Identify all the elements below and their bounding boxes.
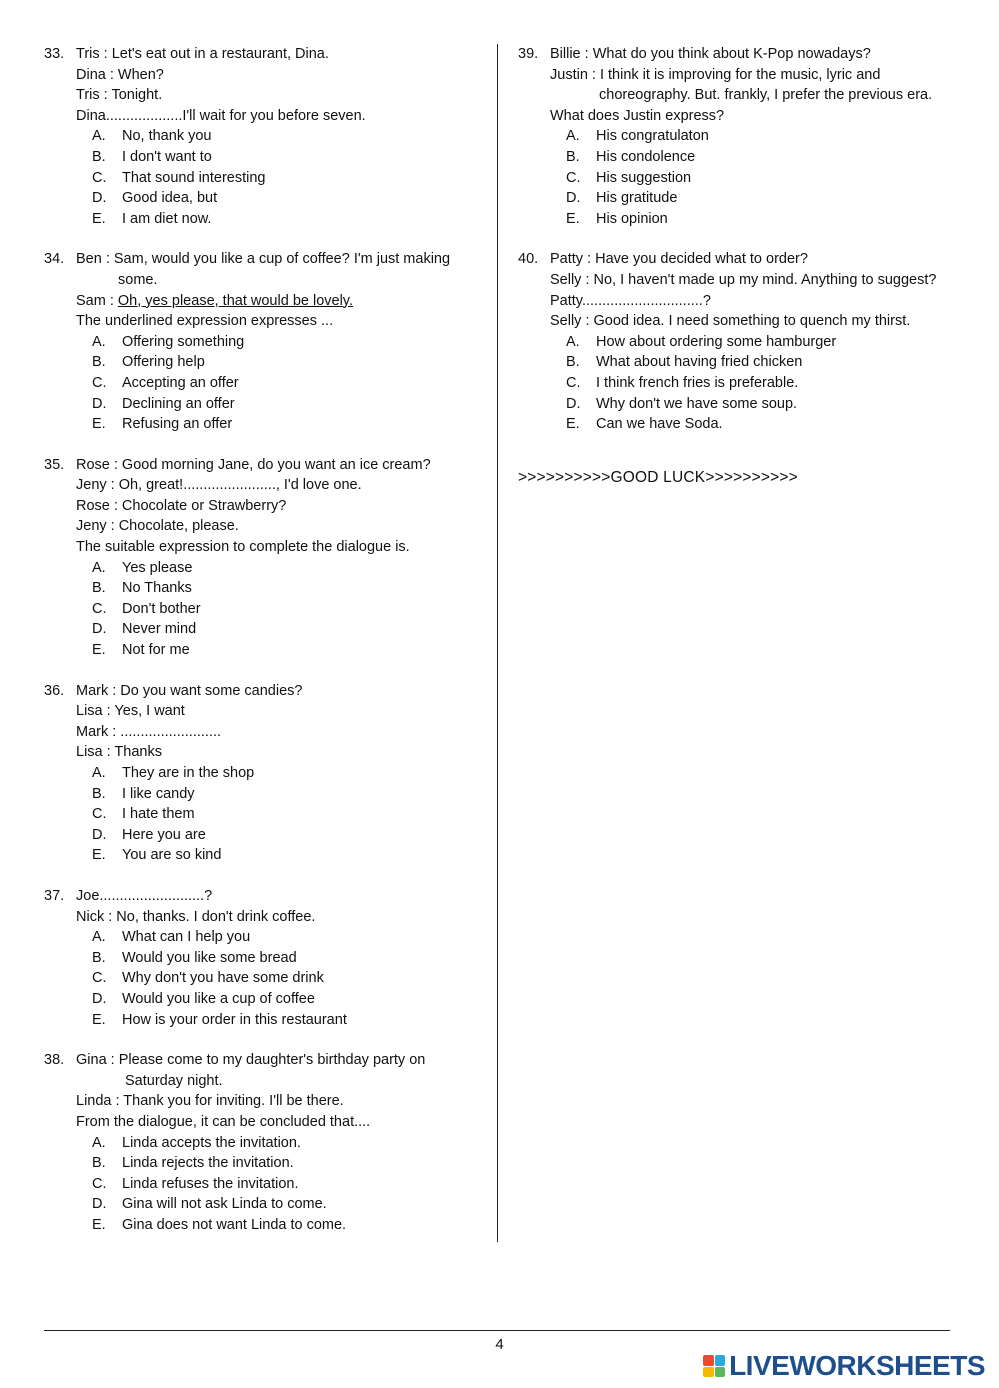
dialogue-text: Patty : Have you decided what to order? — [550, 251, 808, 268]
dialogue-text: Jeny : Chocolate, please. — [76, 518, 239, 535]
option-d[interactable]: D. Never mind — [92, 621, 197, 638]
option-b[interactable]: B. What about having fried chicken — [566, 354, 803, 371]
dialogue-text: When? — [117, 66, 164, 83]
option-d[interactable]: D. Here you are — [92, 826, 206, 843]
question-33: 33. Tris : Let's eat out in a restaurant, Dina. Dina : When? Tris : Tonight. Dina...................I'll wait for you before seven. A. No, thank you B. I don't want to C. That sound interesting D. Good idea, but E. I am diet now. — [44, 44, 476, 229]
question-35 — [44, 455, 476, 661]
question-37 — [44, 886, 476, 1030]
option-c[interactable]: C. I think french fries is preferable. — [566, 374, 799, 391]
option-c[interactable]: C. His suggestion — [566, 169, 692, 186]
dialogue-text: ...................I'll wait for you before seven. — [105, 107, 366, 124]
dialogue-text: Selly : No, I haven't made up my mind. Anything to suggest? — [550, 271, 937, 288]
option-a[interactable]: A. Offering something — [92, 333, 245, 350]
option-c[interactable]: C. Don't bother — [92, 600, 201, 617]
option-b[interactable]: B. Offering help — [92, 354, 205, 371]
question-prompt: From the dialogue, it can be concluded that.... — [76, 1113, 371, 1130]
dialogue-text: Patty..............................? — [550, 292, 711, 309]
option-b[interactable]: B. His condolence — [566, 148, 696, 165]
liveworksheets-brand — [703, 1350, 985, 1382]
question-prompt: The underlined expression expresses ... — [76, 313, 334, 330]
brand-name: LIVEWORKSHEETS — [729, 1350, 985, 1381]
dialogue-text: Let's eat out in a restaurant, Dina. — [111, 46, 329, 62]
option-d[interactable]: D. Would you like a cup of coffee — [92, 990, 315, 1007]
dialogue-text: Jeny : Oh, great!......................., I'd love one. — [76, 477, 362, 494]
dialogue-text: Lisa : Yes, I want — [76, 703, 185, 720]
option-e[interactable]: E. Not for me — [92, 642, 190, 659]
option-c[interactable]: C. I hate them — [92, 806, 195, 823]
option-e[interactable]: E. You are so kind — [92, 847, 222, 864]
question-number: 33. — [44, 46, 65, 62]
option-e[interactable]: E. Can we have Soda. — [566, 416, 723, 433]
option-b[interactable]: B. Linda rejects the invitation. — [92, 1155, 294, 1172]
option-c[interactable]: C. Why don't you have some drink — [92, 970, 324, 987]
dialogue-text: Nick : No, thanks. I don't drink coffee. — [76, 908, 316, 925]
page-number: 4 — [495, 1336, 504, 1353]
dialogue-text: some. — [118, 271, 158, 288]
question-prompt: What does Justin express? — [550, 107, 725, 124]
question-39 — [518, 44, 958, 229]
dialogue-text: Justin : I think it is improving for the music, lyric and — [550, 66, 881, 83]
option-b[interactable]: B. No Thanks — [92, 580, 192, 597]
option-c[interactable]: C. That sound interesting — [92, 169, 266, 186]
dialogue-speaker: Dina — [76, 66, 106, 83]
question-number: 37. — [44, 887, 65, 904]
dialogue-text: choreography. But. frankly, I prefer the previous era. — [599, 87, 933, 104]
question-number: 38. — [44, 1052, 65, 1069]
question-34 — [44, 249, 476, 434]
left-column — [44, 44, 476, 1255]
question-number: 36. — [44, 682, 65, 699]
dialogue-text: Saturday night. — [125, 1072, 223, 1089]
question-number: 39. — [518, 46, 539, 62]
question-number: 34. — [44, 251, 65, 268]
column-divider — [497, 44, 498, 1242]
option-a[interactable]: A. They are in the shop — [92, 765, 255, 781]
option-d[interactable]: D. Good idea, but — [92, 190, 218, 207]
dialogue-text: Rose : Chocolate or Strawberry? — [76, 497, 287, 514]
question-number: 40. — [518, 251, 539, 268]
question-prompt: The suitable expression to complete the dialogue is. — [76, 539, 410, 556]
option-c[interactable]: C. Linda refuses the invitation. — [92, 1175, 299, 1192]
dialogue-speaker: Tris — [76, 87, 100, 104]
question-40 — [518, 249, 958, 434]
dialogue-speaker: Dina — [76, 107, 106, 124]
dialogue-text: Mark : Do you want some candies? — [76, 682, 303, 699]
dialogue-text: Lisa : Thanks — [76, 744, 162, 761]
dialogue-speaker: Sam : — [76, 292, 118, 309]
dialogue-text: Selly : Good idea. I need something to quench my thirst. — [550, 313, 911, 330]
question-38 — [44, 1050, 476, 1235]
option-e[interactable]: E. Gina does not want Linda to come. — [92, 1216, 347, 1233]
liveworksheets-logo-icon — [703, 1355, 725, 1377]
option-d[interactable]: D. Declining an offer — [92, 395, 235, 412]
option-a[interactable]: A. No, thank you — [92, 128, 212, 145]
option-d[interactable]: D. Why don't we have some soup. — [566, 395, 798, 412]
dialogue-text: Tonight. — [111, 87, 163, 104]
option-d[interactable]: D. Gina will not ask Linda to come. — [92, 1196, 327, 1213]
question-36 — [44, 681, 476, 866]
dialogue-text: Gina : Please come to my daughter's birthday party on — [76, 1052, 426, 1069]
option-c[interactable]: C. Accepting an offer — [92, 374, 239, 391]
dialogue-speaker: Tris — [76, 46, 100, 62]
dialogue-text: Mark : ......................... — [76, 723, 222, 740]
option-b[interactable]: B. I like candy — [92, 785, 195, 802]
option-e[interactable]: E. I am diet now. — [92, 210, 212, 227]
good-luck-closing: >>>>>>>>>>GOOD LUCK>>>>>>>>>> — [518, 468, 798, 486]
underlined-expression: Oh, yes please, that would be lovely. — [117, 292, 353, 309]
option-d[interactable]: D. His gratitude — [566, 190, 678, 207]
option-a[interactable]: A. What can I help you — [92, 929, 251, 946]
dialogue-text: Joe..........................? — [76, 887, 213, 904]
option-a[interactable]: A. How about ordering some hamburger — [566, 333, 837, 350]
option-e[interactable]: E. Refusing an offer — [92, 416, 233, 433]
dialogue-text: Ben : Sam, would you like a cup of coffee? I'm just making — [76, 251, 451, 268]
footer-rule — [44, 1330, 950, 1331]
right-column — [518, 44, 958, 487]
question-number: 35. — [44, 456, 65, 473]
dialogue-text: Linda : Thank you for inviting. I'll be there. — [76, 1093, 344, 1110]
option-a[interactable]: A. Yes please — [92, 559, 193, 576]
option-a[interactable]: A. Linda accepts the invitation. — [92, 1134, 301, 1151]
dialogue-text: Billie : What do you think about K-Pop nowadays? — [550, 46, 871, 62]
dialogue-text: Rose : Good morning Jane, do you want an ice cream? — [76, 456, 431, 473]
option-a[interactable]: A. His congratulaton — [566, 128, 709, 145]
option-e[interactable]: E. How is your order in this restaurant — [92, 1011, 347, 1028]
option-b[interactable]: B. I don't want to — [92, 148, 212, 165]
option-e[interactable]: E. His opinion — [566, 210, 668, 227]
option-b[interactable]: B. Would you like some bread — [92, 949, 297, 966]
